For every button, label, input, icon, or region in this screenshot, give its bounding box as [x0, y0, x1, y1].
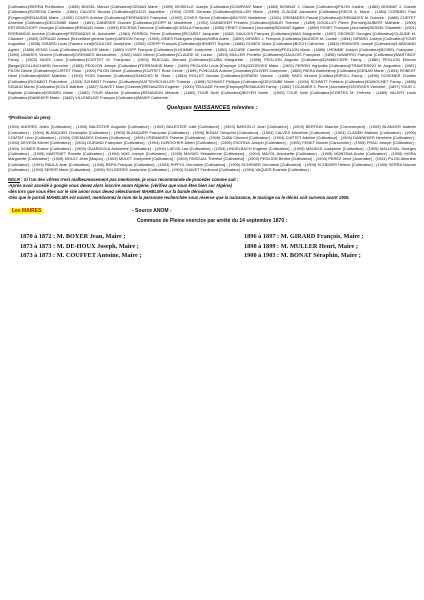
births-heading-suffix: relevées :: [230, 105, 258, 112]
mayors-column-right: [244, 232, 364, 260]
source-label: - Source ANOM -: [132, 208, 172, 215]
mayors-list: [8, 232, 416, 270]
commune-title: Commune de Pleine exercice par arrêté du 14 septembre 1870 :: [136, 218, 288, 225]
mayors-column-left: [20, 232, 142, 260]
mayor-entry: 1896 à 1897 : M. GIRARD François, Maire ;: [244, 233, 364, 241]
editor-note-line-4: -Dès que le portail MAHELMA est ouvert, mentionnez le nom de la personne recherchée sous réserve que la naissance, le mariage ou le décès soit survenu avant 1905.: [8, 195, 350, 201]
deaths-list: [Cultivateur]/SERRA Purification ; (1895) BOISEL Marcel [Cultivateur]/GENAN Marie ; (1899) BOISELLE Joseph [Cultivateur]/COMPANY Marie ; (1883) BONNAT J. Claude [Cultivateur]/PILON Justine ; (1883) BONNAT J. Claude [Cultivateur]/SOREDA Camille ; (1884) CALDES Nicolas [Cultivateur]/DOZZI Jaqueline ; (1904) CERE Germain [Cultivateur]/MULLER Marie ; (1899) CLAUDE Alexandre [Cultivateur]/GROS A. Marie ; (1884) CORBIEU Paul [Forgeron]/RENAUDIN Marie ; (1905) COVES Antoine [Cultivateur]/FERRANDIS Françoise ; (1902) COVES Simon [Cultivateur]/BOYER Madeleine ; (1901) CREMADES Pascal [Cultivateur]/CREMADES M. Dolorès ; (1888) CURTET Anselme [Cultivateur]/DECOMBE Marie ; (1891) DANEKER Charles [Cultivateur]/GOPP M. Madeleine ; (1902) DANNEKER Frédéric [Cultivateur]/BAUR Thérèse ; (1899) DOUILLET Pierre [Fermier]/AUBERT Mathilde ; (1900) ERTZBISCHOFF Georges [Cultivateur]/RENAUD Marie ; (1893) ESCRIVA Théodore [Cultivateur]/CATALA Françoise ; (1880) FENET Edouard [Journalier]/BONNAT Agathe ; (1889) FENET François [Journalier]/BOISEL Elisabeth ; (1901) FERRANDIS Antoine [Cultivateur]/FERRANDIS M. Antoinette ; (1881) FERRIOL Pierre [Cultivateur]/PICARDT Jacquette ; (1882) GAULOIS François [Cultivateur]/MAS Marguerite ; (1897) GEORGE Georges [Cultivateur]/CLAUDE M. Claudine ; (1883) GERAUD Aribaut [Surveillant général lycée]/JARDON Fanny ; (1905) GINES Rodrigues (Maçon)/MIRA Adèle ; (1890) GIRARD J. François [Cultivateur]/AUGIER M. Louise ; (1894) GIRARD Joseph [Cultivateur]/TOUR Augustine ; (1898) GIRARD Louis [Facteur rural]/GOULOIS Joséphine ; (1905) GOEPP François [Cultivateur]/HEMERT Sophie ; (1888) GOMES Victor [Cultivateur]/BOCH Catherine ; (1883) HININGER Joseph [Cultivateur]/LABIGAND Agnès ; (1889) KENIG Louis [Cultivateur]/MULLER Marie ; (1880) KOPP François [Cultivateur]/LHOMME Joséphine ; (1881) LACURIE Camille [Bourrelier]/PEGLION Marie ; (1886) LHOMME Joseph [Cultivateur]/BOISEL Françoise ; (1893) LINARES Vincent [Cultivateur]/CREMAÈS Alexandrine ; (1900) MAS Michel [Cultivateur]/CLAUDE M. Louise ; (1893) MULLER Frédéric [Cultivateur]/GAULOIS Françoise ; (1896) NAVARRO François [Cultivateur]/MARTINOT Fanny ; (1903) NUSS Louis [Cultivateur]/CURTET M. Françoise ; (1903) PASCUAL Bernard [Cultivateur]/CUBA Marguerite ; (1896) PEGLION Auguste [Cultivateur]/DANNECKER Fanny ; (1880) PEGLION Etienne [Berger]/COLLINCHARD Honorine ; (1883) PEGLION Joseph [Cultivateur]/FERRANDIS Marie ; (1899) PEGLION Louis [Employé CFA]/GEORGES Marie ; (1902) PERRIN Hyppolite [Cultivateur]/TRAVERSINO M. Augustine ; (1887) PILON Désiré [Cultivateur]/CURTET Rose ; (1900) PILON Désiré [Cultivateur]/CURTET Rose Cécile ; (1899) PONCADA Antoine [Journalier]/OLIVER Joséphine ; (1889) RIERA Barthélémy [Cultivateur]/GENAN Marie ; (1894) ROBERT Henri [Cultivateur]/MAS Mathilde ; (1900) ROIG Sauveur [Cultivateur]/SANCHIS M. Rose ; (1884) ROLLET Nicolas [Cultivateur]/GIRARD Victoire ; (1898) SAES Vincent [Coiffeur]/RIPOLL Fanny ; (1896) SCHEMER Charles [Cultivateur]/SCHMIDT Philomène ; (1903) SCHMIDT Frédéric [Cultivateur]/HATTENSCHILLER Thérèse ; (1898) SCHMIDT Philippe [Cultivateur]/DECOMBE Marie ; (1904) SCHMITT Frédéric [Cultivateur]/DUBOCHET Fanny ; (1888) SIGAUD Martin [Cultivateur]/COLS Bathilde ; (1887) SUAVET Marc [Cuisinier]/RENAUDIN Eugénie ; (1900) TEULADE Firmin [Employé]/RENAUDIN Fanny ; (1882) TOCANIER J. Pierre [Journalier]/GEORGES Victorine ; (1897) TOUR J. Baptiste [Cultivateur]/GIRARD Marie ; (1882) TOUR Maurice [Cultivateur]/RENAUDIN Mélanie ; (1882) TOUR Noël [Cultivateur]/BOYER Marie ; (1902) TOUR Noël [Cultivateur]/CORTES M. Thérèse ; (1889) VALERY Louis [Cultivateur]/DANEKER Marie ; (1882) VILLENEUVE François [Cultivateur]/MASIP Catherine ;: [8, 4, 416, 100]
mayor-entry: 1873 à 1873 : M. COUFFET Antoine, Maire ;: [20, 251, 142, 259]
mayor-entry: 1900 à 1903 : M. BONAT Séraphin, Maire ;: [244, 251, 361, 259]
mayors-label: Les MAIRES: [12, 208, 42, 215]
mayors-header: [8, 208, 416, 216]
births-heading-keyword: NAISSANCES: [193, 105, 231, 112]
note-line-1-text: : Si l'un des vôtres n'est malheureusement pas mentionné, je vous recommande de procéder comme suit :: [19, 177, 239, 183]
births-list: (1904) ANDRES Julien [Cultivateur] ; (1905) BALESTER Augustin [Cultivateur] ; (1903) BALESTER Julie [Cultivateur] ; (1903) BARCELO Jean [Cultivateur] ; (1903) BERTINO Maurice [Commerçant] ; (1905) BLANCER Isabelle [Cultivateur] ; (1904) BLANQUER Christophe [Cultivateur] ; (1905) BLANQUER Françoise [Cultivateur] ; (1905) BONAT Séraphin [Cultivateur] ; (1904) CALVES Micheline [Cultivateur] ; (1904) CLADER Mathieu [Cultivateur] ; (1905) COMTAT Léon [Cultivateur] ; (1904) CREMADES Dolorès [Cultivateur] ; (1904) CREMADES Thérèse [Cultivateur] ; (1905) CUBA Clément [Cultivateur] ; (1904) CURTET Adeline [Cultivateur] ; (1904) DANNEKER Henriette [Cultivateur] ; (1904) DEVESA Michel [Cultivateur] ; (1904) DURAND Françoise [Cultivateur] ; (1904) DUROCHER Albert [Cultivateur] ; (1905) ESCRIVA Joseph [Cultivateur] ; (1905) FENET Marcel [Cantonnier] ; (1905) FRAU Joseph [Cultivateur] ; (1904) GOMES Rosine [Cultivateur] ; (1905) GUARDIOLA Antoinette [Cultivateur] ; (1904) LAFON Léa [Cultivateur] ; (1904) LINGELBACH Eugénie [Cultivateur] ; (1905) MALBOS Joséphine [Cultivateur] ; (1905) MALLEVAL Georges [Cultivateur] ; (1905) MARTINET Rosette [Cultivateur] ; (1904) MAS Joseph [Cultivateur] ; (1905) MAYMO Sébastienne [Cultivateur] ; (1904) MAYOL Antoinette [Cultivateur] ; (1905) MONTAVA André [Cultivateur] ; (1905) MORA Marguerite [Cultivateur] ; (1905) MOULY Jean [Maçon] ; (1903) MULET Joséphine [Cultivateur] ; (1903) PASCUAL Thérèse [Cultivateur] ; (1903) PEGLION Berthe [Cultivateur] ; (1903) PEREZ Irène [Journalier] ; (1904) PILON Albertine [Cultivateur] ; (1903) RAULA Jean [Cultivateur] ; (1905) RERA François [Cultivateur] ; (1903) RIPPOL Germaine [Cultivateur] ; (1905) SCHEMER Germaine [Cultivateur] ; (1905) SCHEMER Hélène [Cultivateur] ; (1905) SERRA Manuel [Cultivateur] ; (1903) SERER Marie [Cultivateur] ; (1905) SOLIVERES Joséphine [Cultivateur] ; (1903) SUAVET Ferdinand [Cultivateur] ; (1904) VAQUER Evariste [Cultivateur] ;: [8, 124, 416, 172]
mayor-entry: 1898 à 1899 : M. MULLER Henri, Maire ;: [244, 242, 358, 250]
mayor-entry: 1873 à 1873 : M. DE-HOUX Joseph, Maire ;: [20, 242, 139, 250]
births-heading: [8, 105, 416, 111]
births-heading-prefix: Quelques: [166, 105, 194, 112]
mayor-entry: 1870 à 1872 : M. BOYER Jean, Maire ;: [20, 233, 126, 241]
editor-note-line-3: -dès lors que vous êtes sur le site anom vous devez sélectionner MAHELMA sur la bande déroulante.: [8, 189, 215, 195]
births-subtitle: *(Profession du père): [8, 115, 51, 121]
ndlr-label: NDLR: [8, 177, 20, 183]
genealogy-page: [8, 4, 416, 270]
editor-note-line-2: -Après avoir accédé à google vous devez alors inscrire anom Algérie, (vérifiez que vous êtes bien sur Algérie): [8, 183, 232, 189]
editor-note: [8, 177, 416, 201]
